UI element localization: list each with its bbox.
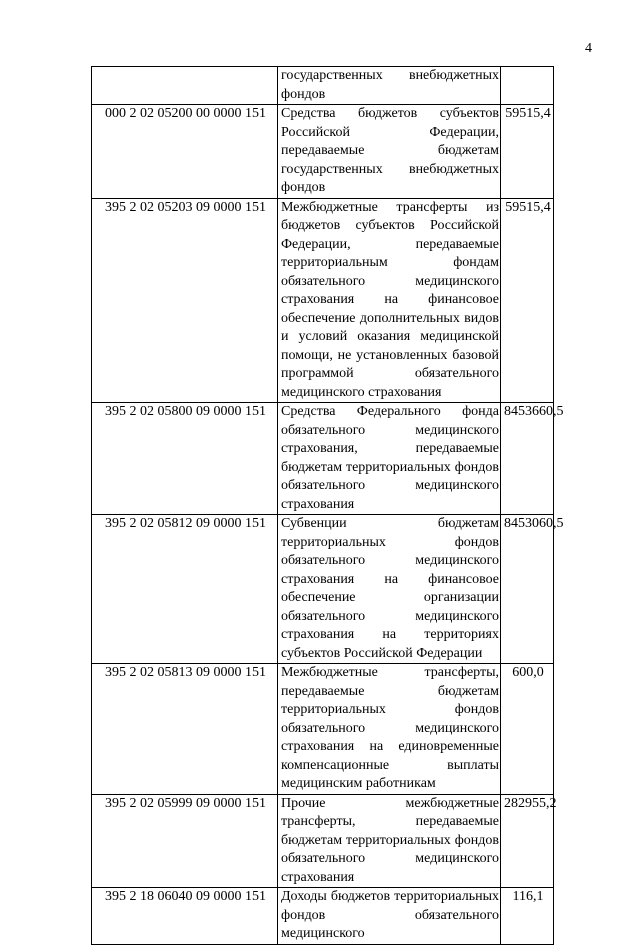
amount-cell [501,67,554,105]
table-row [92,794,554,888]
budget-code-cell: 395 2 02 05203 09 0000 151 [92,198,278,403]
revenue-name-cell: Субвенции бюджетам территориальных фондов обязательного медицинского страхования на финансовое обеспечение организации обязательного медицинского страхования на территориях субъектов Российской Федерации [278,515,501,664]
revenue-name-cell: Прочие межбюджетные трансферты, передаваемые бюджетам территориальных фондов обязательного медицинского страхования [278,794,501,888]
budget-revenue-table [91,66,564,945]
revenue-name-cell: Доходы бюджетов территориальных фондов обязательного медицинского [278,888,501,945]
amount-cell: 59515,4 [501,105,554,199]
amount-cell: 600,0 [501,664,554,795]
revenue-name-cell: Межбюджетные трансферты, передаваемые бюджетам территориальных фондов обязательного медицинского страхования на единовременные компенсационные выплаты медицинским работникам [278,664,501,795]
amount-cell: 8453660,5 [501,403,554,515]
amount-cell: 59515,4 [501,198,554,403]
revenue-name-cell: государственных внебюджетных фондов [278,67,501,105]
revenue-name-cell: Межбюджетные трансферты из бюджетов субъектов Российской Федерации, передаваемые территориальным фондам обязательного медицинского страхования на финансовое обеспечение дополнительных видов и условий оказания медицинской помощи, не установленных базовой программой обязательного медицинского страхования [278,198,501,403]
table-row [92,198,554,403]
table-row [92,664,554,795]
table-row [92,515,554,664]
table-row [92,888,554,945]
amount-cell: 116,1 [501,888,554,945]
budget-code-cell: 395 2 02 05999 09 0000 151 [92,794,278,888]
table-row [92,403,554,515]
amount-cell: 282955,2 [501,794,554,888]
budget-code-cell: 395 2 02 05812 09 0000 151 [92,515,278,664]
budget-code-cell: 000 2 02 05200 00 0000 151 [92,105,278,199]
budget-code-cell: 395 2 18 06040 09 0000 151 [92,888,278,945]
revenue-name-cell: Средства бюджетов субъектов Российской Федерации, передаваемые бюджетам государственных внебюджетных фондов [278,105,501,199]
budget-code-cell: 395 2 02 05800 09 0000 151 [92,403,278,515]
budget-code-cell: 395 2 02 05813 09 0000 151 [92,664,278,795]
page-number: 4 [585,41,592,56]
budget-code-cell [92,67,278,105]
table-row [92,105,554,199]
amount-cell: 8453060,5 [501,515,554,664]
table-row [92,67,554,105]
revenue-name-cell: Средства Федерального фонда обязательного медицинского страхования, передаваемые бюджетам территориальных фондов обязательного медицинского страхования [278,403,501,515]
